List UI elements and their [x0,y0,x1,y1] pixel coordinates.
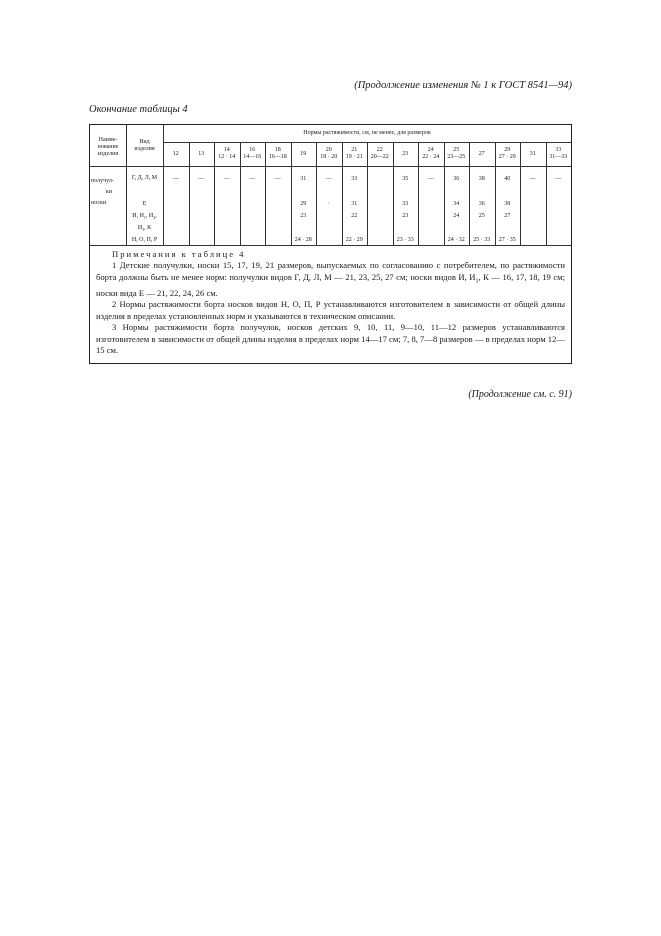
kind-i3-k [126,225,163,233]
norm-value: 29 [300,201,307,207]
norm-value: 33 [351,176,358,182]
norm-value: 31 [300,176,307,182]
col-divider [163,125,164,245]
product-name [90,176,127,209]
size-header [291,151,317,158]
kind-sub: 2 [153,215,156,221]
norm-value: — [223,176,230,182]
norm-value: 33 [402,201,409,207]
size-header-line: 20—22 [370,154,389,160]
size-header-line: 27 · 29 [498,154,516,160]
size-header-line: 19 · 21 [345,154,363,160]
norm-value: 40 [504,176,511,182]
size-header-line: 21 [351,147,358,153]
size-header-line: 13 [198,151,205,157]
continuation-footer: (Продолжение см. с. 91) [468,389,572,400]
norm-value: 24 [453,213,460,219]
note-3: 3 Нормы растяжимости борта получулок, носков детских 9, 10, 11, 9—10, 11—12 размеров устанавливаются изготовителем в зависимости от общей длины изделия в пределах норм 14—17 см; 7, 8, 7—8 размеров — в пределах норм 12—15 см. [96,322,565,355]
size-header [495,147,521,161]
norm-value: — [529,176,536,182]
col-kind-header-line: изделия [134,146,155,152]
note-1 [96,260,565,299]
size-header-line: 25 [453,147,460,153]
size-header [240,147,266,161]
norm-value: — [198,176,205,182]
kind-text: , И [145,213,154,219]
norm-value: — [249,176,256,182]
norm-value: — [274,176,281,182]
size-header [546,147,572,161]
norm-value: 31 [351,201,358,207]
norm-value: 35 [402,176,409,182]
kind-g-d-l-m: Г, Д, Л, М [131,175,158,181]
size-header [342,147,368,161]
norm-value: — [172,176,179,182]
header-bottom-line [90,166,571,167]
norm-value: — [555,176,562,182]
size-header [393,151,419,158]
col-product-header-line: изделия [97,151,119,157]
table-caption: Окончание таблицы 4 [89,104,188,115]
norms-table [89,124,572,364]
col-product-header-line: Наиме- [98,137,118,143]
size-header-line: 16 [249,147,256,153]
table-notes [90,245,571,356]
norm-value: · [327,201,330,207]
size-header-line: 29 [504,147,511,153]
size-header-line: 12 · 14 [218,154,236,160]
size-header [163,151,189,158]
size-header-line: 14 [223,147,230,153]
kind-e: Е [142,201,147,207]
norm-value: 25 [478,213,485,219]
size-header [418,147,444,161]
size-header-line: 33 [555,147,562,153]
norm-value: 24 · 32 [447,237,465,243]
norm-value: 23 · 33 [396,237,414,243]
norm-value: 38 [504,201,511,207]
continuation-header: (Продолжение изменения № 1 к ГОСТ 8541—94) [354,80,572,91]
norm-value: — [427,176,434,182]
size-header [189,151,215,158]
kind-sub: 3 [142,227,145,233]
norm-value: 23 [402,213,409,219]
kind-text: , К [144,225,152,231]
size-header [214,147,240,161]
note-1-text: 1 Детские получулки, носки 15, 17, 19, 21 размеров, выпускаемых по согласованию с потребителем, по растяжимости борта должны быть не менее норм: получулки видов Г, Д, Л, М — 21, 23, 25, 27 см; носки видов И, И [96,260,565,282]
size-header-line: 19 [300,151,307,157]
col-product-header-line: нование [97,144,119,150]
size-header-line: 16—18 [268,154,287,160]
product-name-line: ки [105,189,113,195]
size-header-line: 23 [402,151,409,157]
size-header [444,147,470,161]
col-product-header [90,137,126,158]
norms-header: Нормы растяжимости, см, не менее, для размеров [303,130,431,136]
size-header-line: 20 [325,147,332,153]
norm-value: 27 [504,213,511,219]
note-1-sub: 1 [475,278,479,285]
kind-i-i1-i2 [126,213,163,221]
size-header-line: 23—25 [447,154,466,160]
size-header [265,147,291,161]
col-kind-header [126,139,163,153]
norm-value: 36 [453,176,460,182]
norm-value: 34 [453,201,460,207]
size-header [520,151,546,158]
norm-value: 25 · 33 [473,237,491,243]
size-header-line: 31—33 [549,154,568,160]
norm-value: 22 [351,213,358,219]
note-2: 2 Нормы растяжимости борта носков видов Н, О, П, Р устанавливаются изготовителем в зависимости от общей длины изделия в пределах установленных норм и указываются в техническом описании. [96,299,565,321]
size-header-line: 22 [376,147,383,153]
norm-value: 22 · 29 [345,237,363,243]
notes-title: Примечания к таблице 4 [112,249,246,259]
kind-text: , [155,213,157,219]
size-header-line: 22 · 24 [422,154,440,160]
kind-text: И [137,225,143,231]
note-1-tail: , К — 16, 17, 18, 19 см; носки вида Е — 21, 22, 24, 26 см. [96,271,565,298]
size-header-line: 18 · 20 [320,154,338,160]
kind-n-o-p-r: Н, О, П, Р [131,237,158,243]
size-header-line: 18 [274,147,281,153]
size-header-line: 24 [427,147,434,153]
norm-value: 36 [478,201,485,207]
size-header [316,147,342,161]
size-header [367,147,393,161]
kind-sub: 1 [143,215,146,221]
size-header-line: 12 [172,151,179,157]
col-kind-header-line: Вид [139,139,150,145]
size-header [469,151,495,158]
product-name-line: носки [91,200,107,206]
norm-value: 23 [300,213,307,219]
norm-value: 38 [478,176,485,182]
size-header-line: 14—16 [243,154,262,160]
kind-text: И, И [132,213,144,219]
norm-value: — [325,176,332,182]
size-header-line: 31 [529,151,536,157]
norm-value: 24 · 28 [294,237,312,243]
product-name-line: получул- [91,178,114,184]
size-header-line: 27 [478,151,485,157]
norm-value: 27 · 35 [498,237,516,243]
